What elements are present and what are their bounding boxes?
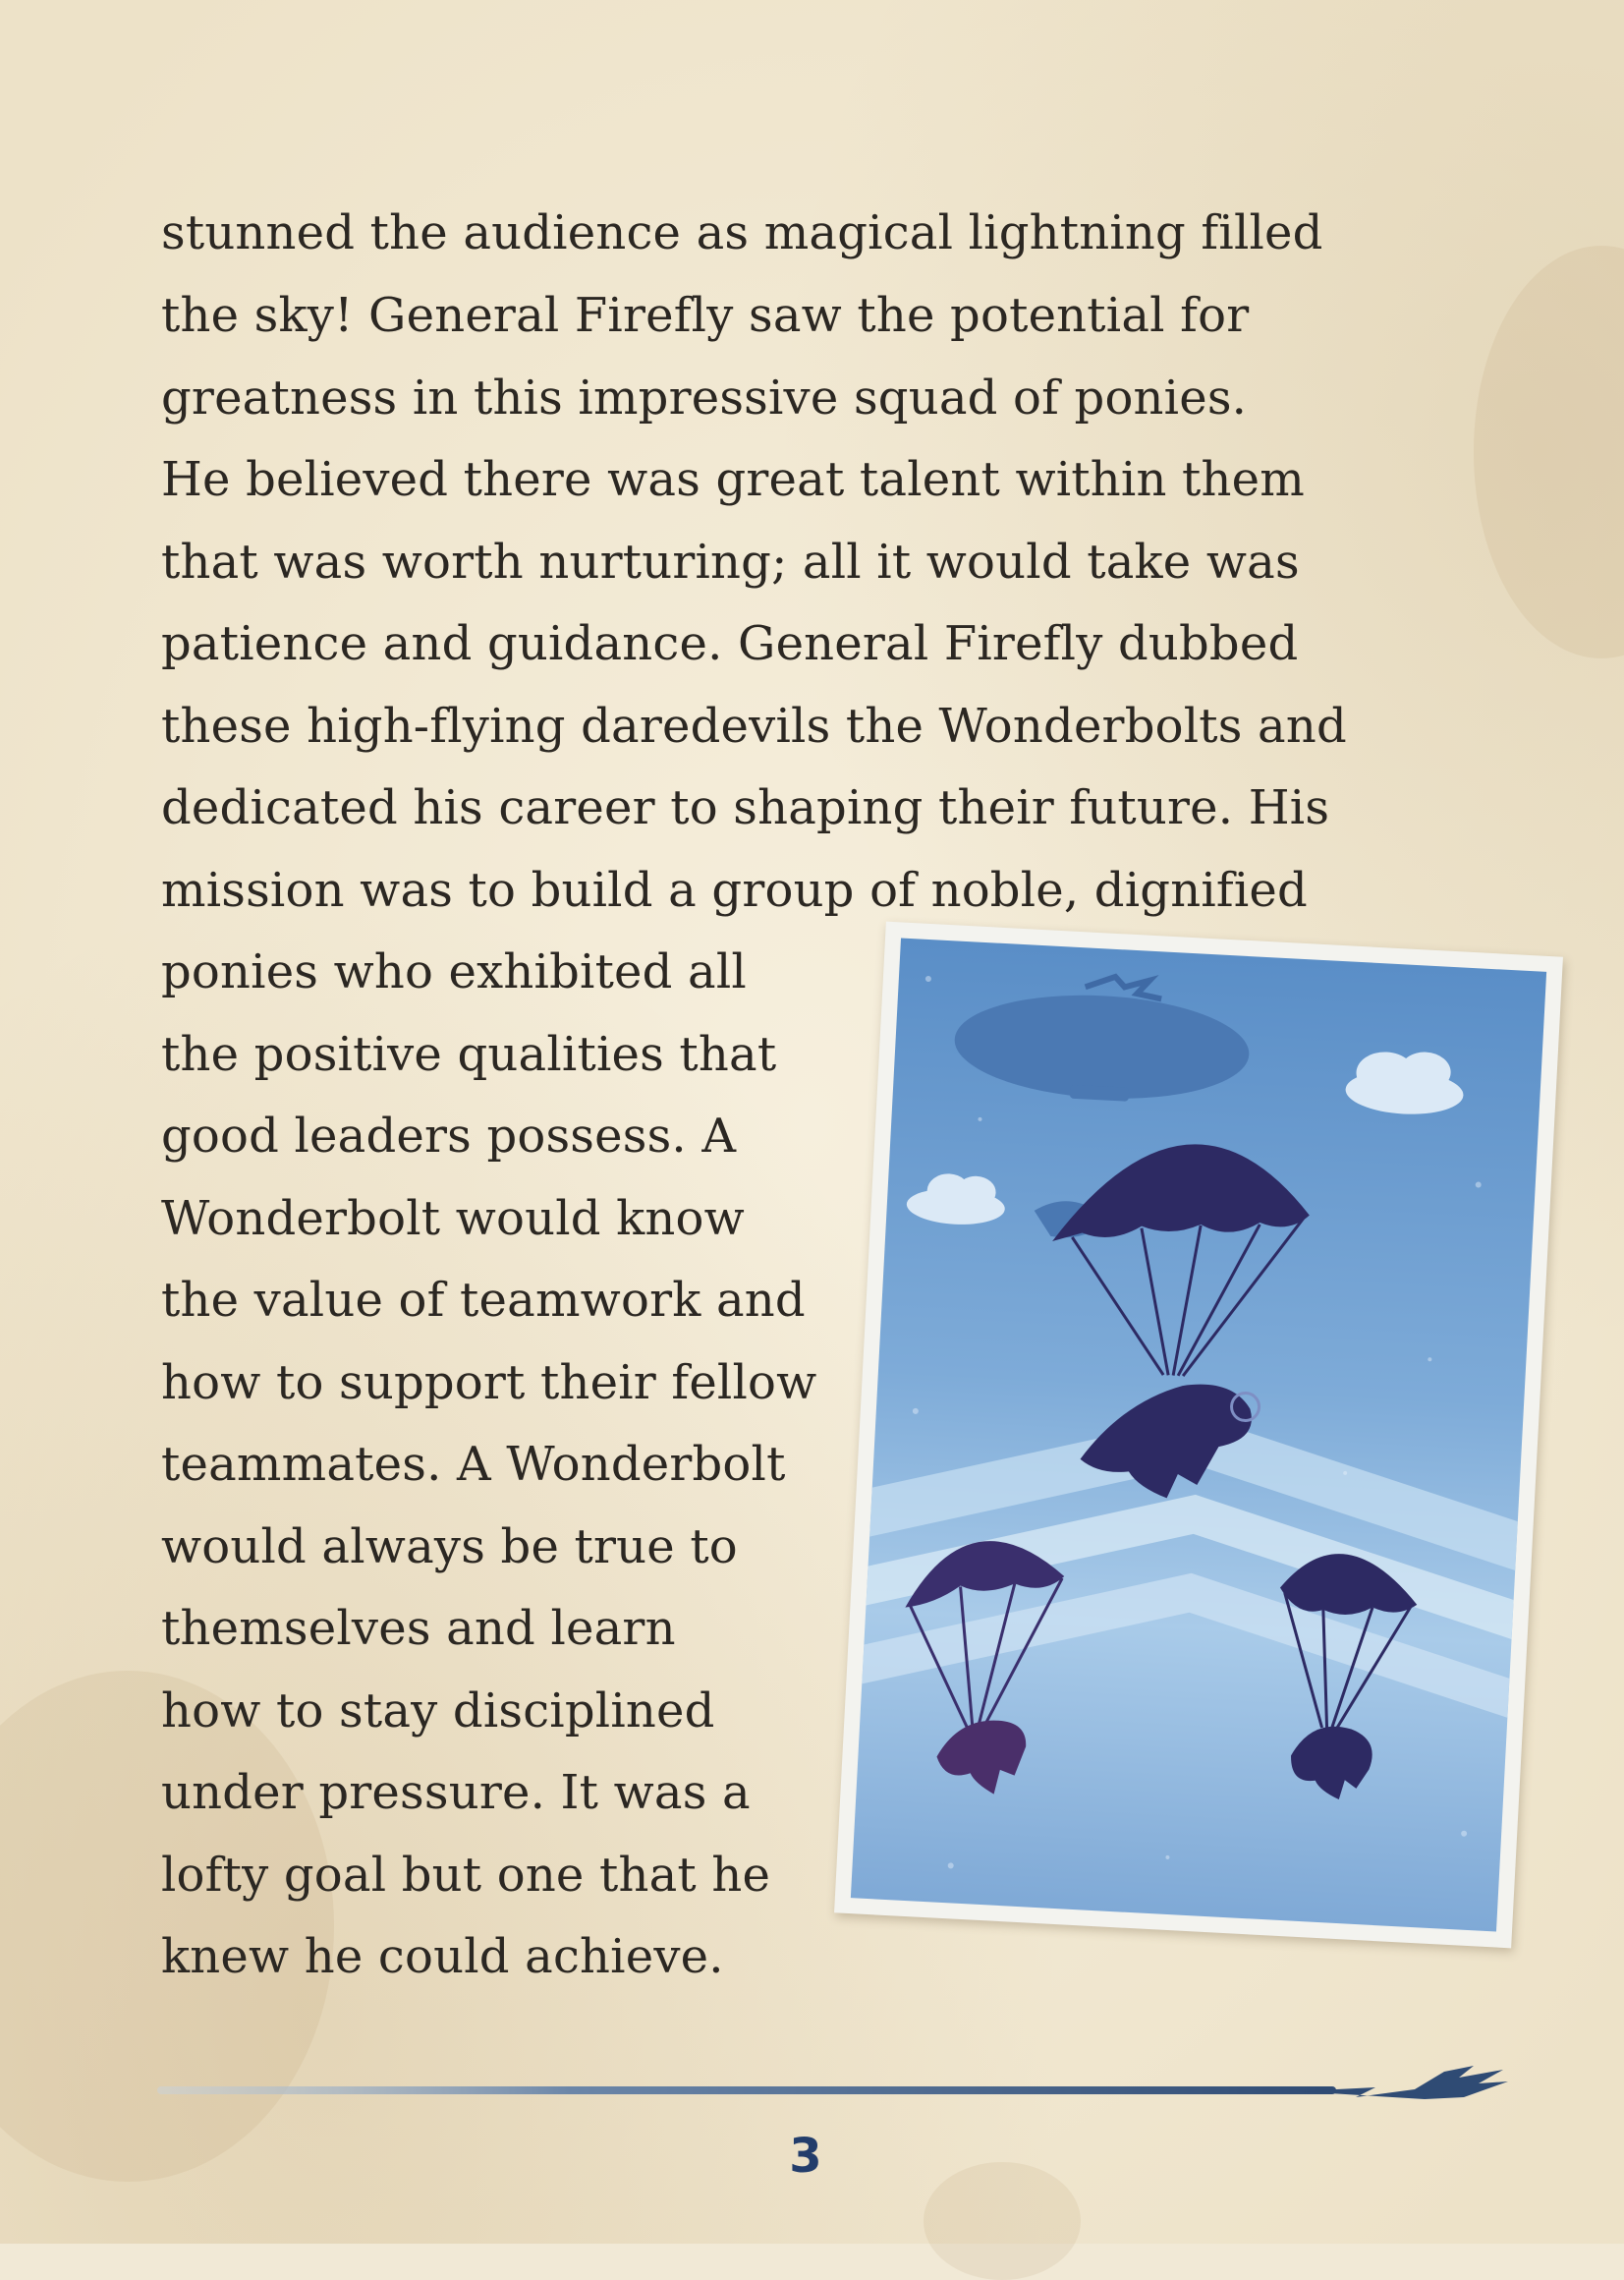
page-number: 3 [789,2129,822,2184]
body-line: themselves and learn [161,1601,676,1656]
body-line: that was worth nurturing; all it would take was [161,535,1300,590]
body-line: the value of teamwork and [161,1273,806,1328]
body-line: dedicated his career to shaping their future. His [161,780,1330,835]
body-line: the positive qualities that [161,1027,777,1082]
parachute-scene-art [851,938,1546,1931]
illustration-sky [851,938,1546,1931]
body-line: the sky! General Firefly saw the potential for [161,288,1250,343]
body-line: how to support their fellow [161,1355,817,1410]
body-line: how to stay disciplined [161,1683,715,1738]
body-line: under pressure. It was a [161,1765,751,1820]
airship-silhouette [952,969,1253,1109]
body-line: lofty goal but one that he [161,1848,771,1903]
body-line: greatness in this impressive squad of ponies. [161,370,1248,426]
cloud-icon [1344,1048,1465,1116]
body-line: patience and guidance. General Firefly dubbed [161,616,1299,671]
body-line: would always be true to [161,1519,738,1574]
paper-stain [924,2162,1081,2280]
lightning-wing-icon [1297,2052,1513,2111]
body-line: ponies who exhibited all [161,944,747,999]
paper-stain [1474,246,1624,658]
body-line: Wonderbolt would know [161,1191,745,1246]
body-line: good leaders possess. A [161,1109,737,1164]
body-line: these high-flying daredevils the Wonderbolts and [161,699,1347,754]
cloud-icon [906,1171,1007,1226]
body-line: He believed there was great talent within them [161,452,1305,507]
parachute-illustration [834,922,1563,1949]
body-line: stunned the audience as magical lightning filled [161,205,1323,260]
body-line: mission was to build a group of noble, dignified [161,863,1308,918]
body-line: knew he could achieve. [161,1929,724,1984]
wonderbolts-divider [157,2083,1493,2097]
body-line: teammates. A Wonderbolt [161,1437,786,1492]
